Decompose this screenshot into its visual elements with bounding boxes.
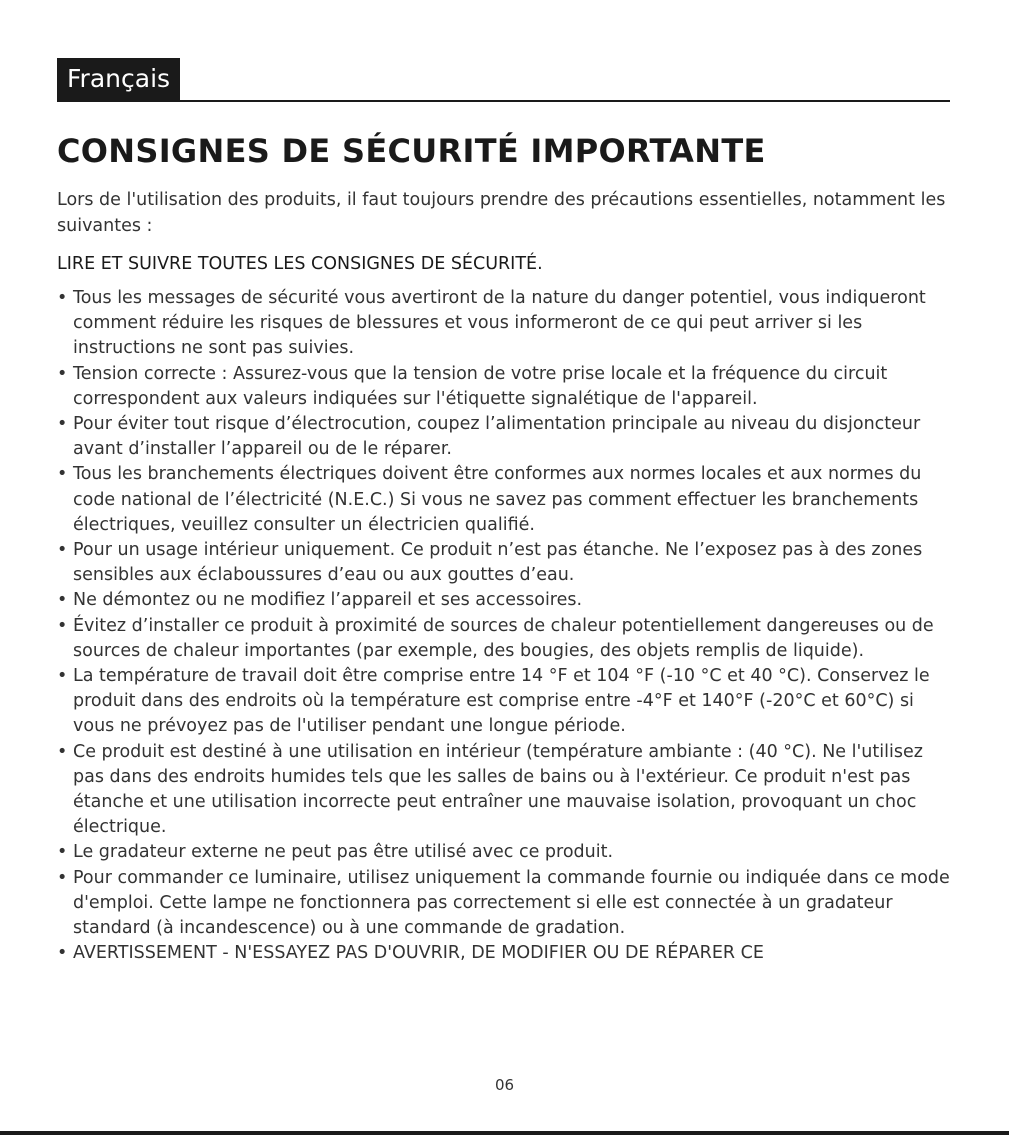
list-item: • Pour commander ce luminaire, utilisez uniquement la commande fournie ou indiquée dans ce mode d'emploi. Cette lampe ne fonctionnera pas correctement si elle est connectée à un gradateur standard (à incandescence) ou à une commande de gradation. [57, 866, 952, 942]
list-item: • Le gradateur externe ne peut pas être utilisé avec ce produit. [57, 840, 952, 865]
section-subheading: LIRE ET SUIVRE TOUTES LES CONSIGNES DE SÉCURITÉ. [57, 254, 543, 274]
language-header [57, 58, 950, 102]
list-item: • Ne démontez ou ne modifiez l’appareil et ses accessoires. [57, 588, 952, 613]
list-item: • Tous les branchements électriques doivent être conformes aux normes locales et aux normes du code national de l’électricité (N.E.C.) Si vous ne savez pas comment effectuer les branchements électriques, veuillez consulter un électricien qualifié. [57, 462, 952, 538]
page-number: 06 [494, 1076, 515, 1094]
list-item: • Ce produit est destiné à une utilisation en intérieur (température ambiante : (40 °C). Ne l'utilisez pas dans des endroits humides tels que les salles de bains ou à l'extérieur. Ce produit n'est pas étanche et une utilisation incorrecte peut entraîner une mauvaise isolation, provoquant un choc électrique. [57, 740, 952, 841]
language-tab: Français [57, 58, 180, 100]
list-item: • Tension correcte : Assurez-vous que la tension de votre prise locale et la fréquence du circuit correspondent aux valeurs indiquées sur l'étiquette signalétique de l'appareil. [57, 362, 952, 412]
intro-paragraph: Lors de l'utilisation des produits, il faut toujours prendre des précautions essentielles, notamment les suivantes : [57, 190, 946, 236]
safety-bullet-list [57, 286, 952, 966]
list-item: • Évitez d’installer ce produit à proximité de sources de chaleur potentiellement dangereuses ou de sources de chaleur importantes (par exemple, des bougies, des objets remplis de liquide). [57, 614, 952, 664]
list-item: • Tous les messages de sécurité vous avertiront de la nature du danger potentiel, vous indiqueront comment réduire les risques de blessures et vous informeront de ce qui peut arriver si les instructions ne sont pas suivies. [57, 286, 952, 362]
bottom-rule [0, 1131, 1009, 1135]
list-item: • Pour un usage intérieur uniquement. Ce produit n’est pas étanche. Ne l’exposez pas à des zones sensibles aux éclaboussures d’eau ou aux gouttes d’eau. [57, 538, 952, 588]
list-item: • La température de travail doit être comprise entre 14 °F et 104 °F (-10 °C et 40 °C). Conservez le produit dans des endroits où la température est comprise entre -4°F et 140°F (-20°C et 60°C) si vous ne prévoyez pas de l'utiliser pendant une longue période. [57, 664, 952, 740]
list-item: • AVERTISSEMENT - N'ESSAYEZ PAS D'OUVRIR, DE MODIFIER OU DE RÉPARER CE [57, 941, 952, 966]
page-title: CONSIGNES DE SÉCURITÉ IMPORTANTE [57, 132, 766, 170]
list-item: • Pour éviter tout risque d’électrocution, coupez l’alimentation principale au niveau du disjoncteur avant d’installer l’appareil ou de le réparer. [57, 412, 952, 462]
